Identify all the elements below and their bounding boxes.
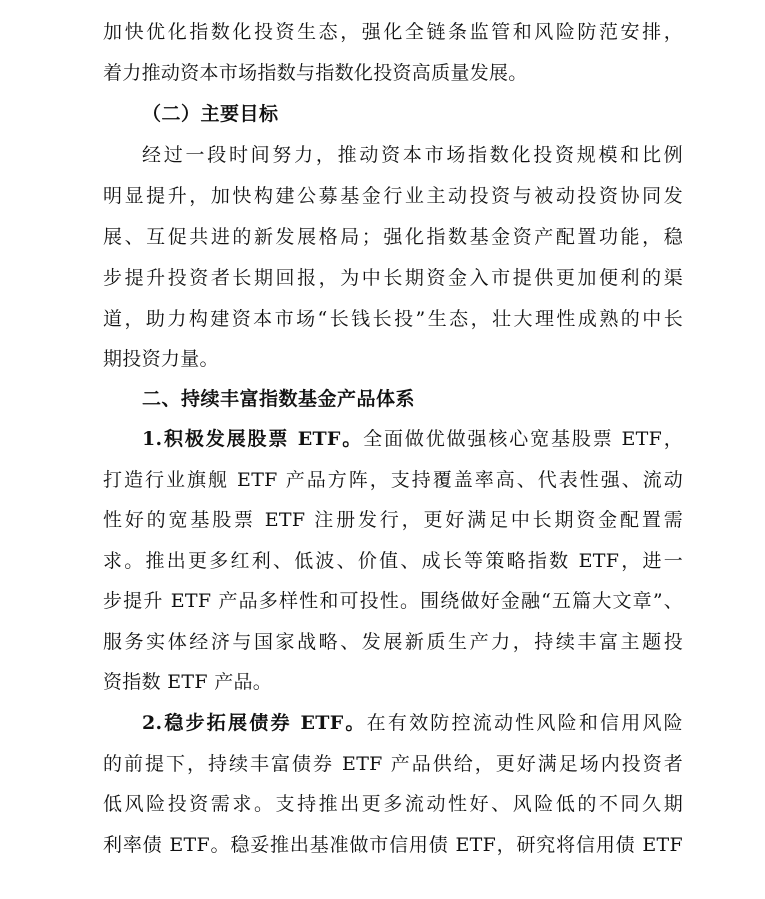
paragraph-line: 展、互促共进的新发展格局；强化指数基金资产配置功能，稳 <box>103 226 683 248</box>
paragraph-line: 打造行业旗舰 ETF 产品方阵，支持覆盖率高、代表性强、流动 <box>103 469 683 491</box>
item-2-first-line <box>142 708 683 738</box>
paragraph-line: 利率债 ETF。稳妥推出基准做市信用债 ETF，研究将信用债 ETF <box>103 834 683 856</box>
paragraph-line: 明显提升，加快构建公募基金行业主动投资与被动投资协同发 <box>103 185 683 207</box>
section-heading-product-system: 二、持续丰富指数基金产品体系 <box>142 388 416 410</box>
section-heading-goals: （二）主要目标 <box>142 103 279 125</box>
paragraph-line: 资指数 ETF 产品。 <box>103 671 273 693</box>
item-1-first-line <box>142 424 683 454</box>
paragraph-line: 加快优化指数化投资生态，强化全链条监管和风险防范安排， <box>103 21 683 43</box>
item-1-title: 1.积极发展股票 ETF。 <box>142 428 364 450</box>
paragraph-line: 道，助力构建资本市场“长钱长投”生态，壮大理性成熟的中长 <box>103 308 683 330</box>
paragraph-line: 的前提下，持续丰富债券 ETF 产品供给，更好满足场内投资者 <box>103 753 683 775</box>
item-2-first-line-text: 在有效防控流动性风险和信用风险 <box>366 712 683 734</box>
item-1-first-line-text: 全面做优做强核心宽基股票 ETF， <box>363 428 683 450</box>
paragraph-line: 经过一段时间努力，推动资本市场指数化投资规模和比例 <box>142 144 683 166</box>
paragraph-line: 步提升投资者长期回报，为中长期资金入市提供更加便利的渠 <box>103 267 683 289</box>
paragraph-line: 期投资力量。 <box>103 348 219 370</box>
paragraph-line: 性好的宽基股票 ETF 注册发行，更好满足中长期资金配置需 <box>103 509 683 531</box>
paragraph-line: 步提升 ETF 产品多样性和可投性。围绕做好金融“五篇大文章”、 <box>103 590 683 612</box>
item-2-title: 2.稳步拓展债券 ETF。 <box>142 712 367 734</box>
paragraph-line: 着力推动资本市场指数与指数化投资高质量发展。 <box>103 62 528 84</box>
paragraph-line: 服务实体经济与国家战略、发展新质生产力，持续丰富主题投 <box>103 631 683 653</box>
paragraph-line: 求。推出更多红利、低波、价值、成长等策略指数 ETF，进一 <box>103 550 683 572</box>
paragraph-line: 低风险投资需求。支持推出更多流动性好、风险低的不同久期 <box>103 793 683 815</box>
